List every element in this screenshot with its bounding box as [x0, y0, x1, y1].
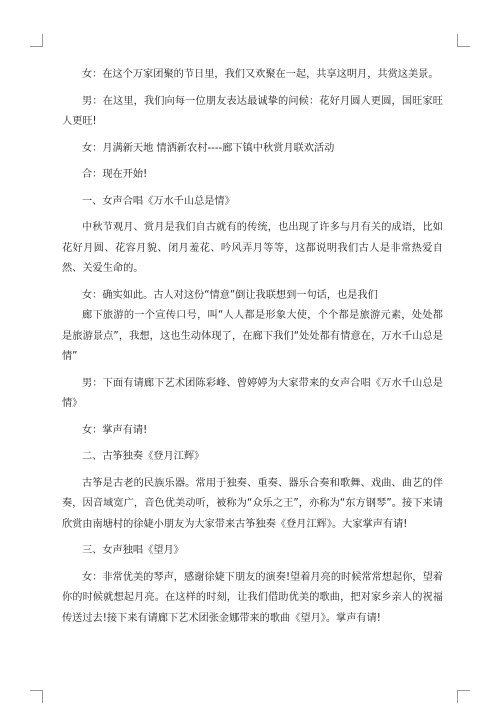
paragraph-event-title: 女：月满新天地 情洒新农村----廊下镇中秋赏月联欢活动: [82, 142, 335, 154]
crop-mark-bottom-left: [30, 690, 43, 703]
section-heading-1: 一、女声合唱《万水千山总是情》: [82, 195, 235, 207]
paragraph-tourism-slogan: 廊下旅游的一个宣传口号，叫“人人都是形象大使，个个都是旅游元素，处处都是旅游景点”，我想，这也生动体现了，在廊下我们“处处都有情意在，万水千山总是情”: [62, 310, 443, 362]
section-heading-2: 二、古筝独奏《登月江辉》: [82, 451, 205, 462]
paragraph-female-greeting: 女：在这个万家团聚的节日里，我们又欢聚在一起，共享这明月，共赏这美景。: [82, 69, 439, 80]
paragraph-male-invite-chorus: 男：下面有请廊下艺术团陈彩峰、曾婷婷为大家带来的女声合唱《万水千山总是情》: [62, 377, 443, 409]
paragraph-female-indeed: 女：确实如此。古人对这份“情意”倒让我联想到一句话，也是我们: [82, 289, 378, 301]
paragraph-mid-autumn-tradition: 中秋节观月、赏月是我们自古就有的传统，也出现了许多与月有关的成语，比如花好月圆、花容月貌、闭月羞花、吟风弄月等等，这都说明我们古人是非常热爱自然、关爱生命的。: [62, 222, 443, 274]
crop-mark-top-left: [30, 34, 43, 47]
crop-mark-top-right: [457, 34, 470, 47]
paragraph-female-moon-song: 女：非常优美的琴声，感谢徐婕下朋友的演奏!望着月亮的时候常常想起你，望着你的时候就想起月亮。在这样的时刻，让我们借助优美的歌曲，把对家乡亲人的祝福传送过去!接下来有请廊下艺术团张金娜带来的歌曲《望月》。掌声有请!: [62, 571, 443, 624]
section-heading-3: 三、女声独唱《望月》: [82, 545, 184, 556]
crop-mark-bottom-right: [457, 690, 470, 703]
paragraph-male-greeting: 男：在这里，我们向每一位朋友表达最诚挚的问候：花好月圆人更圆，国旺家旺人更旺!: [62, 95, 443, 127]
document-body: [62, 65, 443, 629]
paragraph-guzheng-intro: 古筝是古老的民族乐器。常用于独奏、重奏、器乐合奏和歌舞、戏曲、曲艺的伴奏，因音域宽广，音色优美动听，被称为“众乐之王”，亦称为“东方钢琴”。接下来请欣赏由南塘村的徐婕小朋友为大家带来古筝独奏《登月江辉》。大家掌声有请!: [62, 477, 443, 530]
paragraph-start: 合：现在开始!: [82, 169, 148, 180]
paragraph-applause-1: 女：掌声有请!: [82, 424, 148, 436]
